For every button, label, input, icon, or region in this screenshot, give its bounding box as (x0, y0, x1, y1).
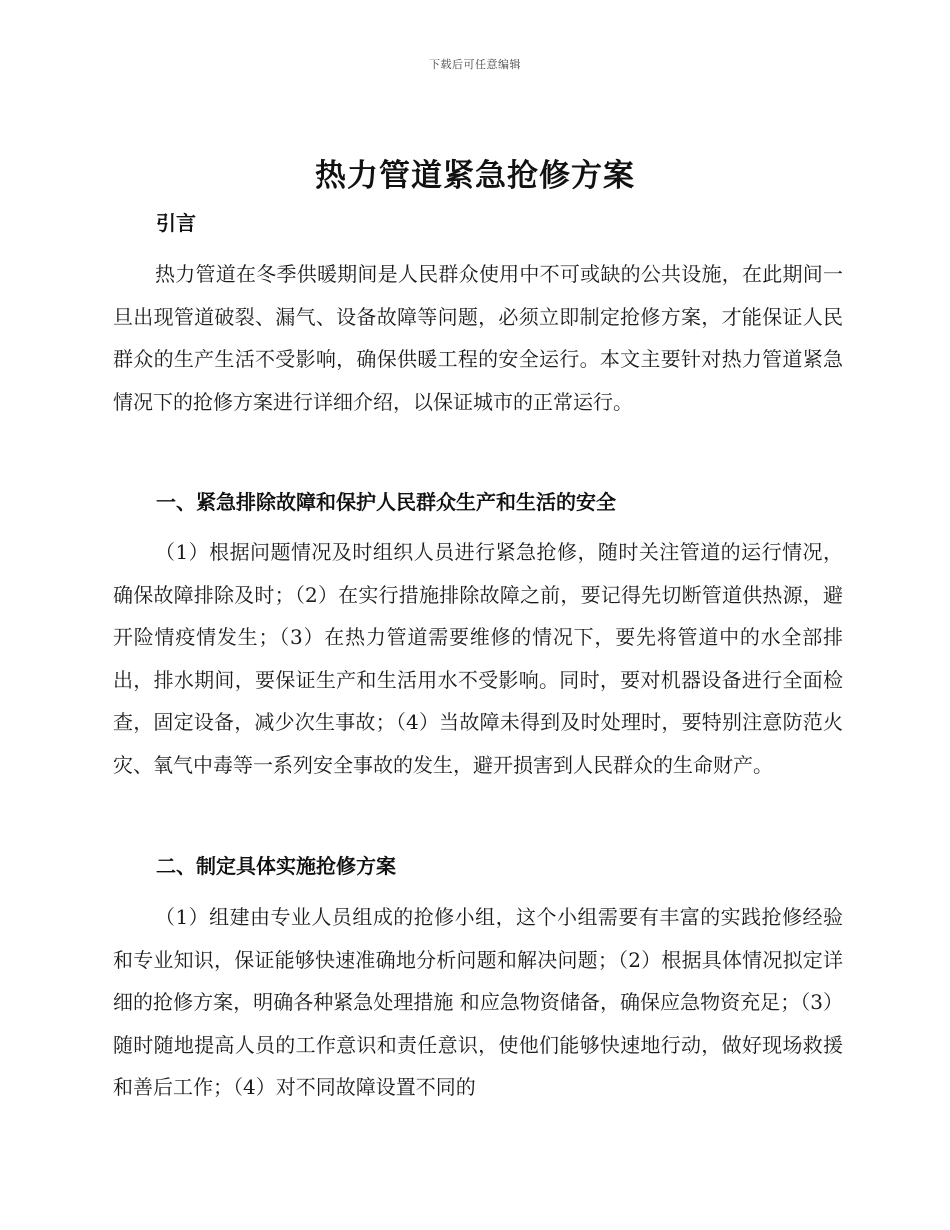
section-2-heading: 二、制定具体实施抢修方案 (156, 854, 396, 878)
section-2-paragraph: （1）组建由专业人员组成的抢修小组，这个小组需要有丰富的实践抢修经验和专业知识，保证能够快速准确地分析问题和解决问题；（2）根据具体情况拟定详细的抢修方案，明确各种紧急处理措施 和应急物资储备，确保应急物资充足；（3）随时随地提高人员的工作意识和责任意识，使他们能够快速地行动，做好现场救援和善后工作；（4）对不同故障设置不同的 (113, 905, 843, 1099)
section-1-heading: 一、紧急排除故障和保护人民群众生产和生活的安全 (156, 490, 616, 514)
section-1-paragraph: （1）根据问题情况及时组织人员进行紧急抢修，随时关注管道的运行情况，确保故障排除及时；（2）在实行措施排除故障之前，要记得先切断管道供热源，避开险情疫情发生；（3）在热力管道需要维修的情况下，要先将管道中的水全部排出，排水期间，要保证生产和生活用水不受影响。同时，要对机器设备进行全面检查，固定设备，减少次生事故；（4）当故障未得到及时处理时，要特别注意防范火灾、氧气中毒等一系列安全事故的发生，避开损害到人民群众的生命财产。 (113, 540, 843, 777)
header-note: 下载后可任意编辑 (429, 58, 521, 71)
intro-paragraph: 热力管道在冬季供暖期间是人民群众使用中不可或缺的公共设施，在此期间一旦出现管道破裂、漏气、设备故障等问题，必须立即制定抢修方案，才能保证人民群众的生产生活不受影响，确保供暖工程的安全运行。本文主要针对热力管道紧急情况下的抢修方案进行详细介绍，以保证城市的正常运行。 (113, 262, 843, 414)
intro-heading: 引言 (156, 211, 196, 235)
document-title: 热力管道紧急抢修方案 (315, 158, 635, 194)
